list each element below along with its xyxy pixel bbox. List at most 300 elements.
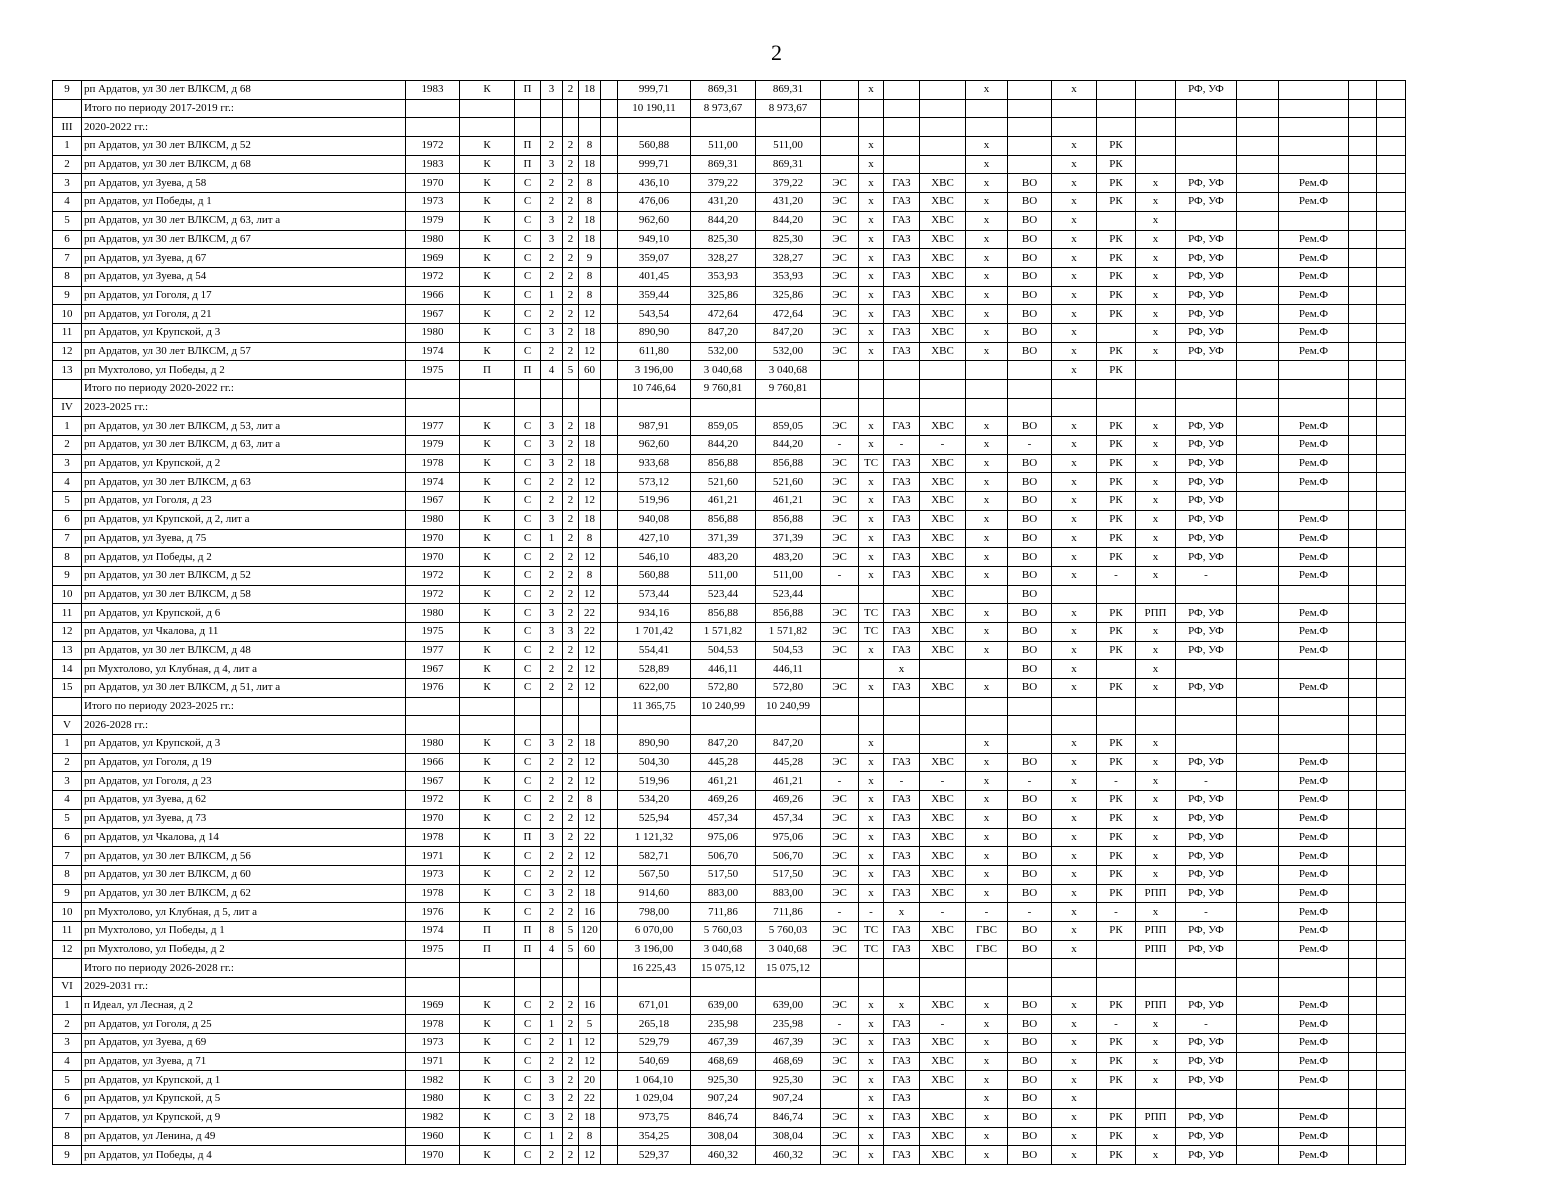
table-cell	[618, 398, 691, 417]
table-cell: 2	[563, 211, 579, 230]
table-cell: ХВС	[920, 809, 966, 828]
table-cell: х	[1136, 903, 1176, 922]
table-cell	[601, 267, 618, 286]
address-cell: рп Ардатов, ул 30 лет ВЛКСМ, д 57	[82, 342, 406, 361]
table-cell: 973,75	[618, 1108, 691, 1127]
table-cell: 3	[53, 174, 82, 193]
table-row	[53, 249, 1406, 268]
table-cell: РК	[1097, 454, 1136, 473]
table-cell: х	[966, 267, 1008, 286]
table-cell: 2	[563, 174, 579, 193]
table-cell: Рем.Ф	[1279, 267, 1349, 286]
table-cell: РФ, УФ	[1176, 809, 1237, 828]
address-cell: рп Ардатов, ул Гоголя, д 19	[82, 753, 406, 772]
table-cell: х	[1136, 1146, 1176, 1165]
table-cell	[541, 118, 563, 137]
table-cell: 431,20	[691, 193, 756, 212]
table-cell: 15 075,12	[691, 959, 756, 978]
table-cell: 2	[541, 847, 563, 866]
table-cell	[541, 697, 563, 716]
table-cell	[601, 1090, 618, 1109]
table-row	[53, 1127, 1406, 1146]
table-cell: 2	[541, 791, 563, 810]
table-cell	[601, 697, 618, 716]
table-cell: 1978	[406, 828, 460, 847]
table-cell: х	[1136, 1052, 1176, 1071]
table-cell	[601, 566, 618, 585]
table-cell: 3 040,68	[691, 940, 756, 959]
table-cell: РФ, УФ	[1176, 417, 1237, 436]
table-cell: 8 973,67	[756, 99, 821, 118]
table-cell	[884, 585, 920, 604]
table-cell	[1136, 118, 1176, 137]
table-cell: 8	[579, 267, 601, 286]
table-cell: 379,22	[691, 174, 756, 193]
table-cell: 1971	[406, 847, 460, 866]
table-cell	[1237, 118, 1279, 137]
table-cell: К	[460, 1127, 515, 1146]
table-cell: 534,20	[618, 791, 691, 810]
table-cell: 3	[541, 211, 563, 230]
table-cell	[1052, 716, 1097, 735]
table-cell	[1176, 735, 1237, 754]
address-cell: рп Ардатов, ул 30 лет ВЛКСМ, д 58	[82, 585, 406, 604]
table-cell: 8	[579, 137, 601, 156]
table-cell: 890,90	[618, 735, 691, 754]
table-cell: К	[460, 847, 515, 866]
table-cell: 467,39	[691, 1034, 756, 1053]
table-cell	[1377, 884, 1406, 903]
table-cell: ВО	[1008, 323, 1052, 342]
table-cell: РК	[1097, 679, 1136, 698]
table-cell	[1176, 585, 1237, 604]
table-cell: х	[859, 753, 884, 772]
table-row	[53, 753, 1406, 772]
table-cell	[406, 959, 460, 978]
table-cell	[920, 380, 966, 399]
table-cell: 2	[541, 585, 563, 604]
table-cell: ЭС	[821, 286, 859, 305]
table-cell	[460, 380, 515, 399]
table-cell: ВО	[1008, 193, 1052, 212]
table-cell	[563, 99, 579, 118]
table-cell	[1237, 716, 1279, 735]
table-cell	[1349, 1108, 1377, 1127]
table-cell: Рем.Ф	[1279, 174, 1349, 193]
table-cell: 1	[541, 1015, 563, 1034]
table-cell: К	[460, 81, 515, 100]
table-cell: К	[460, 249, 515, 268]
address-cell: Итого по периоду 2017-2019 гг.:	[82, 99, 406, 118]
table-cell: х	[859, 641, 884, 660]
table-cell: Рем.Ф	[1279, 473, 1349, 492]
table-cell: 1	[563, 1034, 579, 1053]
table-cell: 856,88	[756, 510, 821, 529]
table-cell	[920, 81, 966, 100]
table-cell: 8	[579, 791, 601, 810]
address-cell: рп Ардатов, ул Зуева, д 71	[82, 1052, 406, 1071]
table-cell: х	[1052, 81, 1097, 100]
table-cell: 506,70	[691, 847, 756, 866]
table-cell: ГАЗ	[884, 679, 920, 698]
table-cell: 1975	[406, 622, 460, 641]
page-number: 2	[771, 40, 782, 65]
table-cell: ЭС	[821, 342, 859, 361]
table-cell: ГАЗ	[884, 193, 920, 212]
table-cell	[1237, 361, 1279, 380]
table-cell: ВО	[1008, 604, 1052, 623]
table-cell	[1377, 697, 1406, 716]
table-cell	[1097, 940, 1136, 959]
table-cell: 1972	[406, 585, 460, 604]
table-cell: С	[515, 884, 541, 903]
table-cell: ГАЗ	[884, 174, 920, 193]
table-row	[53, 1034, 1406, 1053]
table-cell	[1237, 585, 1279, 604]
table-cell: ГАЗ	[884, 1015, 920, 1034]
table-cell: ЭС	[821, 921, 859, 940]
table-cell: С	[515, 847, 541, 866]
table-cell	[1377, 323, 1406, 342]
table-cell	[1237, 1034, 1279, 1053]
table-cell: ВО	[1008, 1034, 1052, 1053]
table-cell: ХВС	[920, 921, 966, 940]
table-cell: х	[966, 510, 1008, 529]
table-cell: 3 040,68	[756, 361, 821, 380]
table-cell: 14	[53, 660, 82, 679]
table-cell: х	[1136, 791, 1176, 810]
table-cell	[1279, 492, 1349, 511]
table-cell	[601, 1015, 618, 1034]
table-cell: РК	[1097, 1127, 1136, 1146]
table-cell	[601, 1108, 618, 1127]
table-cell: 1 029,04	[618, 1090, 691, 1109]
table-cell	[1008, 380, 1052, 399]
table-cell	[1349, 305, 1377, 324]
table-cell	[601, 361, 618, 380]
table-cell: 2	[53, 1015, 82, 1034]
table-cell: 5 760,03	[756, 921, 821, 940]
table-cell: х	[1052, 1034, 1097, 1053]
table-cell	[1377, 267, 1406, 286]
table-cell	[1097, 716, 1136, 735]
table-cell	[920, 118, 966, 137]
table-cell: К	[460, 1108, 515, 1127]
table-cell: 60	[579, 940, 601, 959]
table-cell: х	[1136, 753, 1176, 772]
table-cell: 5	[53, 492, 82, 511]
table-cell	[1377, 903, 1406, 922]
table-cell: -	[1008, 436, 1052, 455]
table-cell: х	[966, 1127, 1008, 1146]
table-cell: Рем.Ф	[1279, 454, 1349, 473]
table-cell	[579, 697, 601, 716]
table-cell: П	[515, 81, 541, 100]
table-cell: х	[1052, 921, 1097, 940]
table-cell: 1	[541, 1127, 563, 1146]
table-cell: х	[1136, 529, 1176, 548]
table-cell: ГВС	[966, 921, 1008, 940]
table-cell: 517,50	[756, 865, 821, 884]
table-cell: 519,96	[618, 772, 691, 791]
table-cell	[601, 380, 618, 399]
table-cell	[406, 716, 460, 735]
table-cell	[1349, 155, 1377, 174]
table-cell	[1377, 1071, 1406, 1090]
table-cell	[821, 99, 859, 118]
table-cell	[1349, 137, 1377, 156]
table-cell: 869,31	[756, 155, 821, 174]
table-row	[53, 641, 1406, 660]
table-cell: 12	[53, 940, 82, 959]
table-cell: 523,44	[756, 585, 821, 604]
table-cell: РФ, УФ	[1176, 436, 1237, 455]
table-cell: 1980	[406, 510, 460, 529]
table-cell	[1279, 361, 1349, 380]
table-row	[53, 361, 1406, 380]
table-cell	[601, 174, 618, 193]
address-cell: рп Ардатов, ул Крупской, д 3	[82, 323, 406, 342]
table-cell	[1136, 155, 1176, 174]
table-cell: 1967	[406, 772, 460, 791]
table-cell	[1237, 155, 1279, 174]
table-cell: 461,21	[756, 772, 821, 791]
table-cell: 11	[53, 921, 82, 940]
table-cell: х	[966, 1090, 1008, 1109]
table-cell: К	[460, 660, 515, 679]
table-cell: 8	[541, 921, 563, 940]
table-cell: 844,20	[756, 436, 821, 455]
table-cell: -	[920, 903, 966, 922]
table-cell: 235,98	[691, 1015, 756, 1034]
table-cell: х	[1136, 735, 1176, 754]
table-cell: 2	[563, 436, 579, 455]
address-cell: рп Ардатов, ул 30 лет ВЛКСМ, д 62	[82, 884, 406, 903]
table-cell: 427,10	[618, 529, 691, 548]
table-cell: РФ, УФ	[1176, 305, 1237, 324]
table-cell: ЭС	[821, 473, 859, 492]
table-cell	[1176, 959, 1237, 978]
table-cell: -	[920, 436, 966, 455]
table-cell: РФ, УФ	[1176, 510, 1237, 529]
table-cell	[1349, 697, 1377, 716]
table-cell: ЭС	[821, 548, 859, 567]
table-cell: 3	[541, 884, 563, 903]
table-cell	[1377, 753, 1406, 772]
table-cell: х	[859, 492, 884, 511]
table-cell: 1973	[406, 865, 460, 884]
table-cell: х	[1052, 1090, 1097, 1109]
table-cell: 18	[579, 155, 601, 174]
table-cell	[1349, 865, 1377, 884]
table-cell: х	[1052, 622, 1097, 641]
table-cell: ГАЗ	[884, 622, 920, 641]
table-cell: ВО	[1008, 809, 1052, 828]
table-cell: Рем.Ф	[1279, 1034, 1349, 1053]
table-cell	[515, 978, 541, 997]
table-cell: РК	[1097, 791, 1136, 810]
table-cell: ГАЗ	[884, 1034, 920, 1053]
table-cell: 2	[563, 903, 579, 922]
table-cell	[1136, 81, 1176, 100]
table-cell: ХВС	[920, 622, 966, 641]
table-cell: 371,39	[756, 529, 821, 548]
table-cell	[1377, 996, 1406, 1015]
table-cell: 325,86	[756, 286, 821, 305]
table-cell	[579, 978, 601, 997]
table-cell: 60	[579, 361, 601, 380]
table-cell: х	[1052, 604, 1097, 623]
table-cell	[821, 361, 859, 380]
table-cell: -	[966, 903, 1008, 922]
table-cell: х	[1052, 641, 1097, 660]
table-cell: 401,45	[618, 267, 691, 286]
table-cell: 10 190,11	[618, 99, 691, 118]
table-cell	[601, 1071, 618, 1090]
table-cell	[1349, 604, 1377, 623]
table-cell: РК	[1097, 249, 1136, 268]
table-cell: 12	[579, 641, 601, 660]
table-cell: ЭС	[821, 529, 859, 548]
table-cell	[1237, 454, 1279, 473]
table-cell	[1237, 99, 1279, 118]
table-cell: РФ, УФ	[1176, 473, 1237, 492]
table-cell: 847,20	[691, 735, 756, 754]
table-cell: 856,88	[691, 454, 756, 473]
table-cell: 9 760,81	[691, 380, 756, 399]
table-cell: 546,10	[618, 548, 691, 567]
table-cell: 18	[579, 211, 601, 230]
table-cell	[1097, 380, 1136, 399]
table-cell	[1349, 679, 1377, 698]
table-cell	[1097, 81, 1136, 100]
table-cell: 671,01	[618, 996, 691, 1015]
table-cell: 869,31	[691, 81, 756, 100]
table-cell	[53, 99, 82, 118]
address-cell: рп Мухтолово, ул Победы, д 2	[82, 361, 406, 380]
table-cell	[1349, 510, 1377, 529]
table-cell: х	[859, 847, 884, 866]
table-cell: х	[859, 193, 884, 212]
table-cell: 3	[541, 604, 563, 623]
table-cell: 2	[563, 323, 579, 342]
table-row	[53, 398, 1406, 417]
table-cell: 2	[541, 566, 563, 585]
table-cell: Рем.Ф	[1279, 679, 1349, 698]
table-cell	[1349, 267, 1377, 286]
table-cell	[1349, 921, 1377, 940]
table-cell: 1 121,32	[618, 828, 691, 847]
table-cell: Рем.Ф	[1279, 436, 1349, 455]
table-cell: РК	[1097, 548, 1136, 567]
table-cell	[920, 398, 966, 417]
table-cell	[1237, 1071, 1279, 1090]
table-cell: ХВС	[920, 585, 966, 604]
table-cell: ХВС	[920, 305, 966, 324]
table-cell	[1136, 697, 1176, 716]
table-cell: 460,32	[756, 1146, 821, 1165]
table-cell: 3	[541, 230, 563, 249]
table-cell	[1237, 940, 1279, 959]
table-cell: ГАЗ	[884, 548, 920, 567]
table-cell: х	[859, 436, 884, 455]
table-cell: 9	[53, 286, 82, 305]
table-cell: х	[1052, 548, 1097, 567]
table-cell	[1237, 286, 1279, 305]
table-cell: ХВС	[920, 791, 966, 810]
table-cell: х	[966, 137, 1008, 156]
table-cell: Рем.Ф	[1279, 641, 1349, 660]
table-cell: К	[460, 828, 515, 847]
table-cell: РК	[1097, 286, 1136, 305]
table-cell: 1975	[406, 940, 460, 959]
table-cell: 523,44	[691, 585, 756, 604]
table-cell: Рем.Ф	[1279, 529, 1349, 548]
table-cell	[966, 99, 1008, 118]
table-cell: 2	[541, 473, 563, 492]
table-cell: 460,32	[691, 1146, 756, 1165]
table-cell: х	[884, 903, 920, 922]
table-cell: С	[515, 1127, 541, 1146]
table-cell: х	[966, 529, 1008, 548]
table-cell: 2	[563, 193, 579, 212]
table-cell: -	[884, 436, 920, 455]
table-cell: 560,88	[618, 566, 691, 585]
table-cell	[601, 305, 618, 324]
table-cell	[1136, 398, 1176, 417]
table-cell: Рем.Ф	[1279, 847, 1349, 866]
table-cell	[1237, 566, 1279, 585]
table-cell: х	[1136, 267, 1176, 286]
table-cell: 4	[541, 361, 563, 380]
table-cell: ВО	[1008, 548, 1052, 567]
table-cell: 3	[541, 155, 563, 174]
table-cell: РФ, УФ	[1176, 791, 1237, 810]
table-cell	[1349, 1015, 1377, 1034]
table-cell	[859, 398, 884, 417]
table-cell: 525,94	[618, 809, 691, 828]
table-cell: К	[460, 622, 515, 641]
table-cell: 1973	[406, 193, 460, 212]
table-cell: 9 760,81	[756, 380, 821, 399]
table-cell: С	[515, 529, 541, 548]
table-cell: 2	[563, 510, 579, 529]
table-cell: Рем.Ф	[1279, 566, 1349, 585]
table-cell: х	[859, 809, 884, 828]
table-cell: РФ, УФ	[1176, 847, 1237, 866]
table-cell: 1	[541, 286, 563, 305]
table-cell	[601, 959, 618, 978]
table-cell: 3	[541, 1071, 563, 1090]
table-cell: -	[884, 772, 920, 791]
table-cell	[1349, 529, 1377, 548]
table-cell: 1970	[406, 548, 460, 567]
table-cell	[1349, 1146, 1377, 1165]
table-cell	[1279, 155, 1349, 174]
table-cell: х	[859, 1127, 884, 1146]
table-cell: х	[966, 286, 1008, 305]
table-cell: РФ, УФ	[1176, 921, 1237, 940]
table-cell: РК	[1097, 155, 1136, 174]
table-cell: 12	[579, 548, 601, 567]
table-row	[53, 604, 1406, 623]
table-cell: 16	[579, 996, 601, 1015]
table-row	[53, 622, 1406, 641]
address-cell: рп Ардатов, ул 30 лет ВЛКСМ, д 51, лит а	[82, 679, 406, 698]
table-cell: ВО	[1008, 473, 1052, 492]
table-cell	[601, 211, 618, 230]
table-cell: 846,74	[756, 1108, 821, 1127]
